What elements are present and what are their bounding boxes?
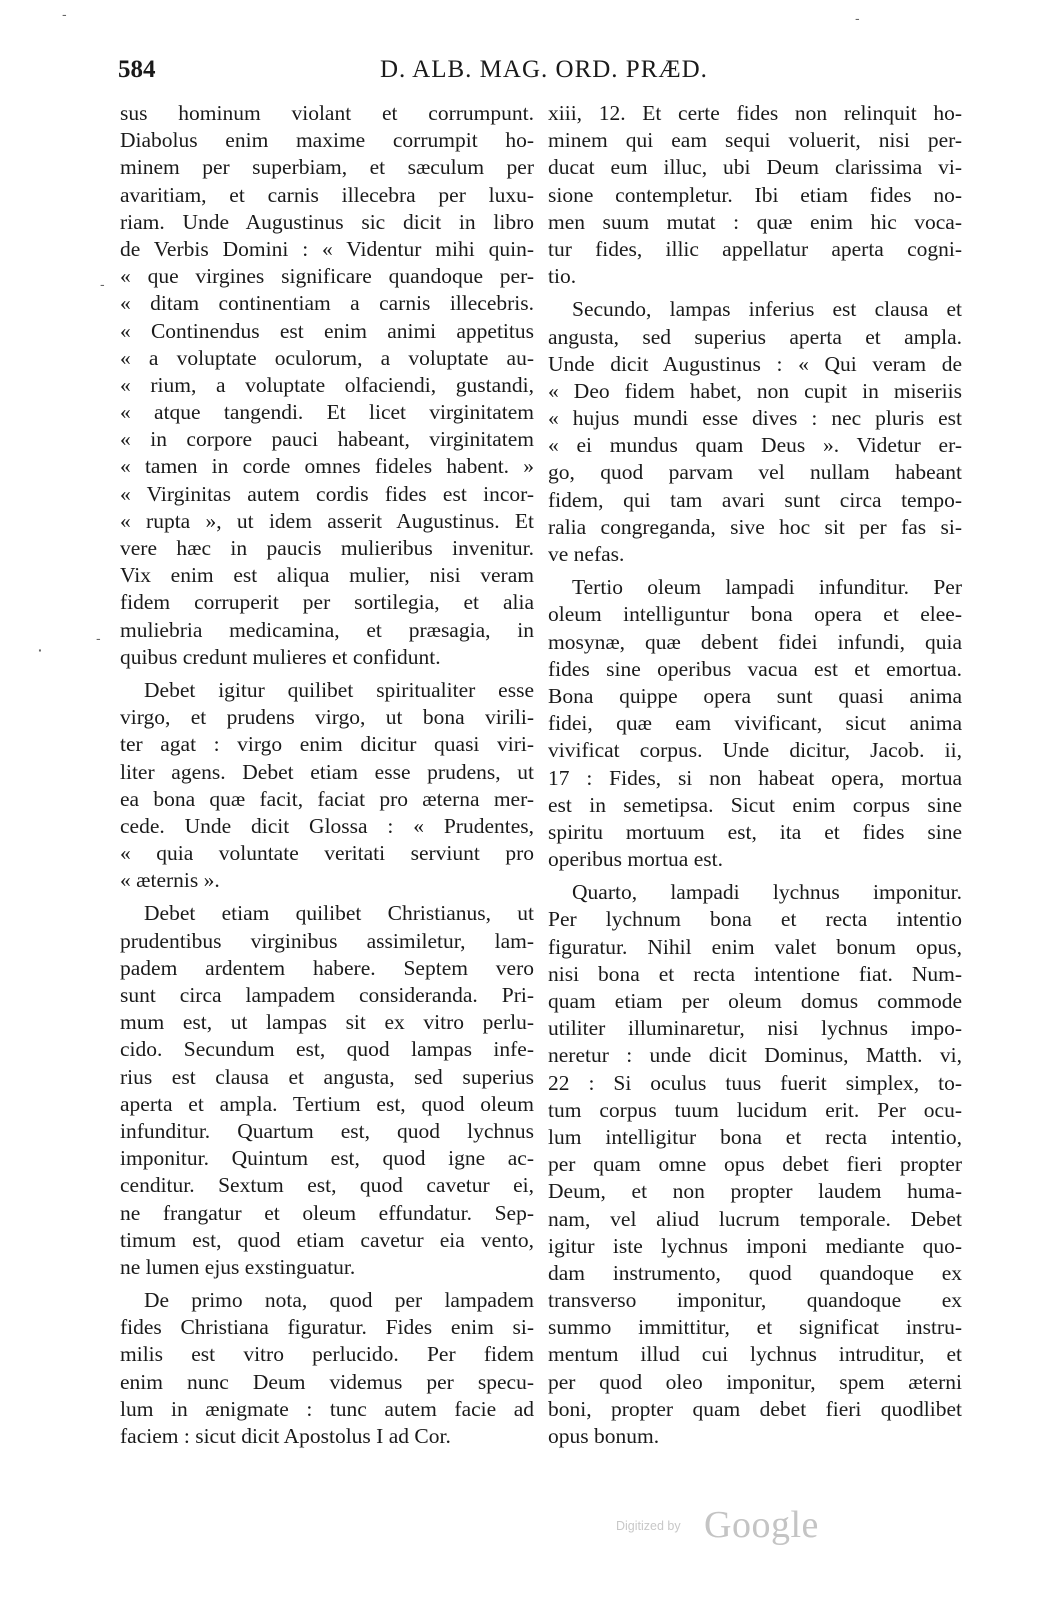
text-line: « Continendus est enim animi appetitus <box>120 318 534 343</box>
text-line: per quod oleo imponitur, spem æterni <box>548 1369 962 1394</box>
text-line: liter agens. Debet etiam esse prudens, ut <box>120 759 534 784</box>
text-line: summo immittitur, et significat instru- <box>548 1315 962 1340</box>
digitized-by-text: Digitized by <box>616 1519 681 1533</box>
digitized-watermark <box>616 1503 836 1546</box>
text-line: milis est vitro perlucido. Per fidem <box>120 1342 534 1367</box>
text-line: « tamen in corde omnes fideles habent. » <box>120 454 534 479</box>
text-line: go, quod parvam vel nullam habeant <box>548 460 962 485</box>
text-line: nisi bona et recta intentione fiat. Num- <box>548 961 962 986</box>
text-line: minem qui eam sequi voluerit, nisi per- <box>548 128 962 153</box>
text-line: « quia voluntate veritati serviunt pro <box>120 841 534 866</box>
text-line: imponitur. Quintum est, quod igne ac- <box>120 1146 534 1171</box>
right-column <box>548 100 962 1450</box>
text-line: ralia congreganda, sive hoc sit per fas si- <box>548 514 962 539</box>
text-line: sione contempletur. Ibi etiam fides no- <box>548 182 962 207</box>
text-line: virgo, et prudens virgo, ut bona virili- <box>120 705 534 730</box>
text-line: transverso imponitur, quandoque ex <box>548 1288 962 1313</box>
text-line: « in corpore pauci habeant, virginitatem <box>120 427 534 452</box>
text-line: faciem : sicut dicit Apostolus I ad Cor. <box>120 1424 451 1448</box>
text-line: mentum illud cui lychnus intruditur, et <box>548 1342 962 1367</box>
scan-mark: - <box>855 10 860 26</box>
text-line: padem ardentem habere. Septem vero <box>120 955 534 980</box>
text-line: Diabolus enim maxime corrumpit ho- <box>120 128 534 153</box>
scan-mark: - <box>62 6 67 22</box>
scan-mark: · <box>38 642 43 658</box>
text-line: avaritiam, et carnis illecebra per luxu- <box>120 182 534 207</box>
text-line: « rium, a voluptate olfaciendi, gustandi, <box>120 372 534 397</box>
text-line: timum est, quod etiam cavetur eia vento, <box>120 1227 534 1252</box>
text-line: opus bonum. <box>548 1424 660 1448</box>
text-line: 17 : Fides, si non habeat opera, mortua <box>548 765 962 790</box>
text-line: per quam omne opus debet fieri propter <box>548 1152 962 1177</box>
text-line: igitur iste lychnus imponi mediante quo- <box>548 1233 962 1258</box>
text-line: « que virgines significare quandoque per- <box>120 264 534 289</box>
text-line: aperta et ampla. Tertium est, quod oleum <box>120 1091 534 1116</box>
text-line: utiliter illuminaretur, nisi lychnus impo- <box>548 1016 962 1041</box>
text-line: men suum mutat : quæ enim hic voca- <box>548 209 962 234</box>
text-line: enim nunc Deum videmus per specu- <box>120 1369 534 1394</box>
text-line: tum corpus tuum lucidum erit. Per ocu- <box>548 1097 962 1122</box>
scan-mark: - <box>100 276 105 292</box>
text-line: « rupta », ut idem asserit Augustinus. Et <box>120 508 534 533</box>
text-line: « æternis ». <box>120 868 220 893</box>
text-line: « atque tangendi. Et licet virginitatem <box>120 400 534 425</box>
text-line: quibus credunt mulieres et confidunt. <box>120 644 441 669</box>
text-line: Bona quippe opera sunt quasi anima <box>548 683 962 708</box>
text-line: oleum intelliguntur bona opera et elee- <box>548 602 962 627</box>
text-line: Quarto, lampadi lychnus imponitur. <box>572 880 962 905</box>
text-line: ve nefas. <box>548 542 625 566</box>
text-line: vivificat corpus. Unde dicitur, Jacob. ii, <box>548 738 962 763</box>
text-line: sus hominum violant et corrumpunt. <box>120 101 534 125</box>
text-line: Deum, et non propter laudem huma- <box>548 1179 962 1204</box>
text-line: Tertio oleum lampadi infunditur. Per <box>572 575 962 600</box>
text-line: Secundo, lampas inferius est clausa et <box>572 297 962 322</box>
text-line: « a voluptate oculorum, a voluptate au- <box>120 345 534 370</box>
page-header <box>118 56 958 90</box>
text-line: Debet igitur quilibet spiritualiter esse <box>144 677 534 702</box>
text-line: infunditur. Quartum est, quod lychnus <box>120 1118 534 1143</box>
page-number: 584 <box>118 56 156 83</box>
text-line: cenditur. Sextum est, quod cavetur ei, <box>120 1173 534 1198</box>
text-line: lum in ænigmate : tunc autem facie ad <box>120 1396 534 1421</box>
text-line: fidem, qui tam avari sunt circa tempo- <box>548 487 962 512</box>
text-line: « ditam continentiam a carnis illecebris. <box>120 291 534 316</box>
text-line: tio. <box>548 264 577 289</box>
text-line: 22 : Si oculus tuus fuerit simplex, to- <box>548 1070 962 1095</box>
text-line: muliebria medicamina, et præsagia, in <box>120 617 534 642</box>
text-line: quam etiam per oleum domus commode <box>548 989 962 1013</box>
text-line: sunt circa lampadem consideranda. Pri- <box>120 983 534 1007</box>
text-line: xiii, 12. Et certe fides non relinquit ho- <box>548 101 962 125</box>
running-head: D. ALB. MAG. ORD. PRÆD. <box>380 56 708 83</box>
text-line: de Verbis Domini : « Videntur mihi quin- <box>120 236 534 261</box>
text-line: ne lumen ejus exstinguatur. <box>120 1254 356 1279</box>
text-line: dam instrumento, quod quandoque ex <box>548 1260 962 1285</box>
text-line: prudentibus virginibus assimiletur, lam- <box>120 928 534 953</box>
text-line: nam, vel aliud lucrum temporale. Debet <box>548 1206 962 1231</box>
text-line: neretur : unde dicit Dominus, Matth. vi, <box>548 1043 962 1068</box>
google-logo: Google <box>704 1504 819 1546</box>
text-line: est in semetipsa. Sicut enim corpus sine <box>548 792 962 817</box>
text-line: Per lychnum bona et recta intentio <box>548 907 962 932</box>
text-line: rius est clausa et angusta, sed superius <box>120 1064 534 1089</box>
text-line: ter agat : virgo enim dicitur quasi viri- <box>120 732 534 757</box>
text-line: tur fides, illic appellatur aperta cogni- <box>548 236 962 261</box>
text-line: figuratur. Nihil enim valet bonum opus, <box>548 934 962 959</box>
text-line: cede. Unde dicit Glossa : « Prudentes, <box>120 813 534 838</box>
text-line: angusta, sed superius aperta et ampla. <box>548 324 962 349</box>
text-line: mum est, ut lampas sit ex vitro perlu- <box>120 1010 534 1035</box>
text-line: ne frangatur et oleum effundatur. Sep- <box>120 1200 534 1225</box>
left-column <box>120 100 534 1450</box>
text-line: « Deo fidem habet, non cupit in miseriis <box>548 378 962 403</box>
text-line: boni, propter quam debet fieri quodlibet <box>548 1396 962 1421</box>
text-line: fidei, quæ eam vivificant, sicut anima <box>548 711 962 736</box>
text-line: « hujus mundi esse dives : nec pluris est <box>548 406 962 431</box>
text-line: ea bona quæ facit, faciat pro æterna mer- <box>120 786 534 811</box>
text-line: mosynæ, quæ debent fidei infundi, quia <box>548 629 962 654</box>
text-line: spiritu mortuum est, ita et fides sine <box>548 819 962 844</box>
text-line: « ei mundus quam Deus ». Videtur er- <box>548 433 962 458</box>
scan-mark: - <box>96 630 101 646</box>
text-line: ducat eum illuc, ubi Deum clarissima vi- <box>548 155 962 180</box>
text-line: Debet etiam quilibet Christianus, ut <box>144 901 534 926</box>
text-line: Unde dicit Augustinus : « Qui veram de <box>548 351 962 376</box>
text-line: cido. Secundum est, quod lampas infe- <box>120 1037 534 1062</box>
text-line: minem per superbiam, et sæculum per <box>120 155 534 180</box>
text-line: operibus mortua est. <box>548 847 723 872</box>
text-line: lum intelligitur bona et recta intentio, <box>548 1124 962 1149</box>
text-line: Vix enim est aliqua mulier, nisi veram <box>120 563 534 588</box>
text-line: vere hæc in paucis mulieribus invenitur. <box>120 536 534 560</box>
text-line: fidem corruperit per sortilegia, et alia <box>120 590 534 615</box>
text-line: riam. Unde Augustinus sic dicit in libro <box>120 209 534 234</box>
text-line: « Virginitas autem cordis fides est incor- <box>120 481 534 506</box>
text-line: fides sine operibus vacua est et emortua. <box>548 656 962 681</box>
text-line: De primo nota, quod per lampadem <box>144 1288 534 1313</box>
text-line: fides Christiana figuratur. Fides enim si- <box>120 1315 534 1340</box>
